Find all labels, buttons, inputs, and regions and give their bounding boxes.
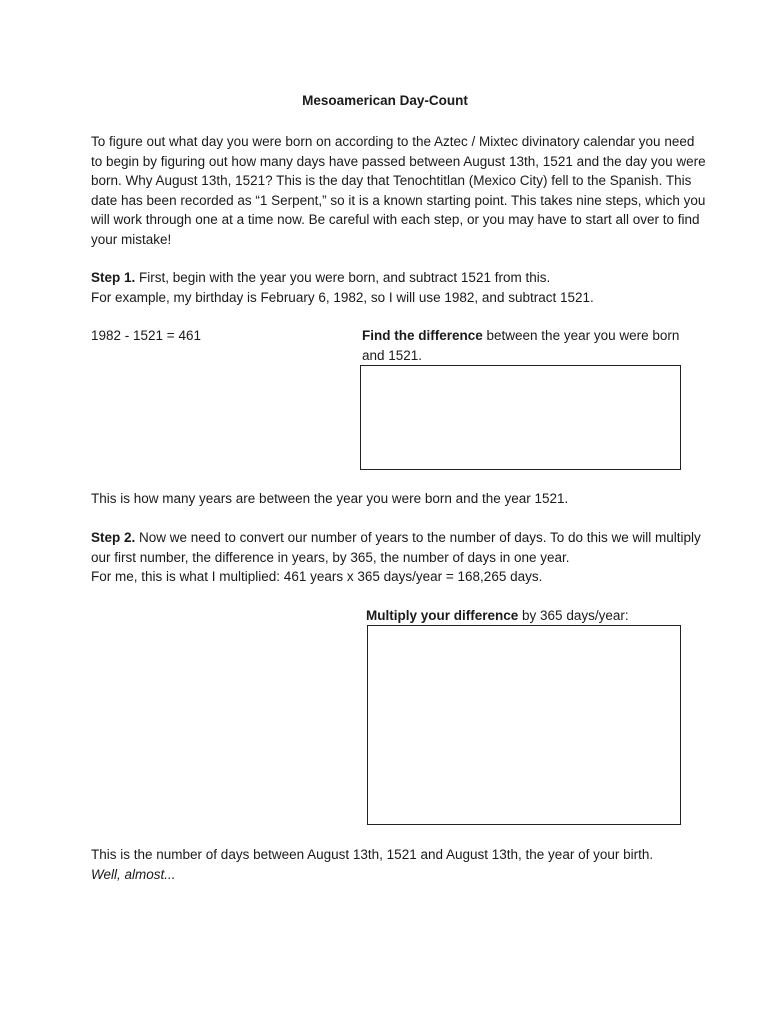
step2-paragraph xyxy=(91,528,706,587)
step2-text: Now we need to convert our number of years to the number of days. To do this we will multiply our first number, the difference in years, by 365, the number of days in one year. xyxy=(91,530,701,565)
step2-example: For me, this is what I multiplied: 461 years x 365 days/year = 168,265 days. xyxy=(91,569,543,584)
step1-paragraph xyxy=(91,268,706,307)
step1-answer-box[interactable] xyxy=(360,365,681,470)
step2-after-paragraph xyxy=(91,845,706,884)
step1-example: For example, my birthday is February 6, 1982, so I will use 1982, and subtract 1521. xyxy=(91,289,594,305)
step2-instruction xyxy=(366,606,686,626)
step1-instruction-bold: Find the difference xyxy=(362,328,483,343)
step1-instruction-rest: between the year you were born and 1521. xyxy=(362,328,680,363)
step1-instruction xyxy=(362,326,682,365)
step2-label: Step 2. xyxy=(91,530,136,545)
step2-answer-box[interactable] xyxy=(367,625,681,825)
step2-after-text: This is the number of days between August 13th, 1521 and August 13th, the year of your birth. xyxy=(91,847,654,862)
step2-instruction-bold: Multiply your difference xyxy=(366,608,519,623)
step2-after-italic: Well, almost... xyxy=(91,866,176,882)
step1-label: Step 1. xyxy=(91,270,136,285)
step1-after-text: This is how many years are between the year you were born and the year 1521. xyxy=(91,491,569,506)
step2-instruction-rest: by 365 days/year: xyxy=(518,608,629,623)
step1-calculation: 1982 - 1521 = 461 xyxy=(91,328,201,343)
intro-paragraph: To figure out what day you were born on according to the Aztec / Mixtec divinatory calendar you need to begin by figuring out how many days have passed between August 13th, 1521 and the day you were born. Why August 13th, 1521? This is the day that Tenochtitlan (Mexico City) fell to the Spanish. This date has been recorded as “1 Serpent,” so it is a known starting point. This takes nine steps, which you will work through one at a time now. Be careful with each step, or you may have to start all over to find your mistake! xyxy=(91,134,706,247)
page-title: Mesoamerican Day-Count xyxy=(302,93,468,108)
step1-text: First, begin with the year you were born, and subtract 1521 from this. xyxy=(135,270,551,285)
